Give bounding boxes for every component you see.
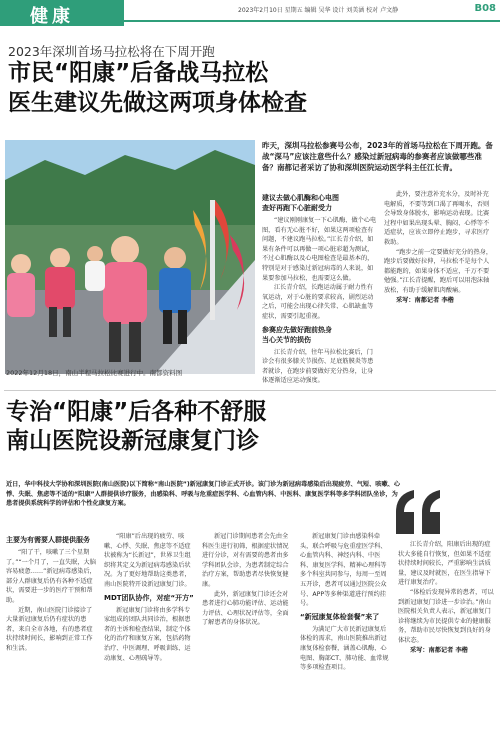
runner-5 bbox=[85, 246, 105, 291]
article1-headline bbox=[8, 58, 488, 118]
article2-headline-line1: 专治“阳康”后各种不舒服 bbox=[6, 399, 267, 425]
article1-headline-line1: 市民“阳康”后备战马拉松 bbox=[8, 60, 269, 86]
article1-author: 采写：南都记者 李楷 bbox=[396, 296, 454, 304]
article1-kicker: 2023年深圳首场马拉松将在下周开跑 bbox=[8, 44, 215, 59]
article1-lead: 昨天，深圳马拉松参赛号公布，2023年的首场马拉松在下周开跑。备战“深马”应该注意些什么？感染过新冠病毒的参赛者应该做哪些准备？南都记者采访了协和深圳医院运动医学科主任江长青。 bbox=[262, 141, 493, 172]
article1-paragraph: 此外，要注意补充水分，及时补充电解质，不要等到口渴了再喝水，否则会导致身体脱水，影响运动表现。比赛过程中如果出现头晕、胸闷、心悸等不适症状，应该立即停止跑步，寻求医疗救助。 bbox=[384, 191, 490, 246]
article2-paragraph: 近期，南山医院门诊接诊了大量新冠康复后仍有症状的患者，来自全市各地，有的患者症状持续时间长，影响到正常工作和生活。 bbox=[6, 606, 93, 652]
article2-headline bbox=[6, 398, 406, 456]
article2-author: 采写：南都记者 李楷 bbox=[410, 646, 468, 654]
section-tab bbox=[0, 0, 124, 26]
article1-paragraph: 江长青介绍，长跑运动属于耐力性有氧运动，对于心脏的要求较高，剧烈运动之后，可能会出现心律失常、心肌缺血等症状，需要引起重视。 bbox=[262, 284, 374, 320]
article2-headline-line2: 南山医院设新冠康复门诊 bbox=[6, 428, 259, 454]
article2-paragraph: 为满足广大市民新冠康复后体检的需求，南山医院推出新冠康复体检套餐，涵盖心肌酶、心电图、胸部CT、肺功能、血常规等多项检查项目。 bbox=[300, 625, 389, 672]
article2-paragraph: 新冠门诊期间患者会先由全科医生进行初筛，根据症状情况进行分诊，对有需要的患者由多学科团队会诊，为患者制定综合治疗方案，帮助患者尽快恢复健康。 bbox=[202, 533, 289, 588]
article2-paragraph: “阳康”后出现的疲劳、咳嗽、心悸、失眠、焦虑等不适症状被称为“长新冠”，世界卫生组织将其定义为新冠病毒感染后状况。为了更好地帮助这类患者，南山医院特开设新冠康复门诊。 bbox=[104, 533, 191, 588]
section-title: 健康 bbox=[30, 6, 74, 27]
article2-paragraph: “体检后发现异常的患者，可以到新冠康复门诊进一步诊治。”南山医院相关负责人表示，新冠康复门诊将继续为市民提供专业的健康服务，帮助市民尽快恢复到良好的身体状态。 bbox=[398, 588, 494, 644]
article2-paragraph: 江长青介绍，阳康后出现的症状大多能自行恢复，但如果不适症状持续时间较长，严重影响生活质量，建议及时就医，在医生指导下进行康复治疗。 bbox=[398, 541, 491, 587]
runner-4 bbox=[7, 254, 35, 317]
section-divider bbox=[4, 390, 496, 391]
article2-paragraph: 此外，新冠康复门诊还会对患者进行心肺功能评估、运动能力评估、心理状况评估等，全面了解患者的身体状况。 bbox=[202, 590, 289, 627]
article1-subhead-1: 建议去做心肌酶和心电图 查好再跑下心脏耐受力 bbox=[262, 194, 339, 212]
article2-column-3 bbox=[202, 532, 294, 746]
article2-column-1 bbox=[6, 532, 98, 746]
article1-subhead-2: 参赛应先做好跑前热身 当心关节的损伤 bbox=[262, 325, 332, 344]
article2-paragraph: 新冠康复门诊由感染科牵头，联合呼吸与危重症医学科、心血管内科、神经内科、中医科、康复医学科、精神心理科等多个科室共同参与，每周一至周五开诊，患者可以通过医院公众号、APP等多种渠道进行预约挂号。 bbox=[300, 533, 387, 608]
article1-column-1 bbox=[262, 190, 378, 390]
article2-lead: 近日，华中科技大学协和深圳医院(南山医院)以下简称“南山医院”)新冠康复门诊正式开诊。该门诊为新冠病毒感染后出现疲劳、气短、咳嗽、心悸、失眠、焦虑等不适的“阳康”人群提供诊疗服务，由感染科、呼吸与危重症医学科、心血管内科、中医科、康复医学科等多学科团队坐诊，为患者提供系统科学的评估和个性化康复方案。 bbox=[6, 481, 401, 507]
article2-subhead-2: MDT团队协作，对症“开方” bbox=[104, 593, 194, 602]
article2-paragraph: “阳了干，咳嗽了三个星期了。”“一个月了，一直失眠，大脑容易疲惫……”新冠病毒感染后，部分人群康复后仍有各种不适症状，需要进一步的医疗干预和帮助。 bbox=[6, 549, 96, 604]
article2-column-4 bbox=[300, 532, 392, 746]
page-header bbox=[0, 0, 500, 26]
marathon-photo bbox=[5, 140, 255, 374]
issue-meta: 2023年2月10日 星期五 编辑 吴华 设计 刘美涵 校对 卢文静 bbox=[238, 7, 399, 14]
photo-caption: 2022年12月18日，南山半程马拉松比赛进行中。南都资料图 bbox=[6, 369, 183, 377]
article1-paragraph: “跑步之前一定要做好充分的热身，跑步后要做好拉伸，马拉松不是每个人都能跑的，如果身体不适应，千万不要勉强。”江长青提醒，跑后可以用泡沫轴放松，有助于缓解肌肉酸痛。 bbox=[384, 248, 493, 294]
article2-paragraph: 新冠康复门诊将由多学科专家组成的团队共同诊治，根据患者的主诉和检查结果，制定个体化的治疗和康复方案，包括药物治疗、中医调理、呼吸训练、运动康复、心理疏导等。 bbox=[104, 606, 191, 662]
page-number: B08 bbox=[474, 3, 496, 14]
article2-column-5 bbox=[398, 540, 494, 746]
article1-column-2 bbox=[384, 190, 494, 390]
article2-subhead-1: 主要为有需要人群提供服务 bbox=[6, 536, 90, 544]
article1-paragraph: 江长青介绍，往年马拉松比赛后，门诊会有很多膝关节损伤、足底筋膜炎等患者就诊，在跑步前要做好充分热身，让身体逐渐适应运动强度。 bbox=[262, 348, 374, 385]
article2-column-2 bbox=[104, 532, 196, 746]
article2-subhead-3: “新冠康复体检套餐”来了 bbox=[300, 612, 380, 621]
header-rule bbox=[124, 20, 500, 22]
article1-headline-line2: 医生建议先做这两项身体检查 bbox=[8, 90, 307, 116]
article1-paragraph: “建议刚刚康复一下心肌酶、做个心电图，看有无心脏不好，如果这两项检查有问题，不建议跑马拉松。”江长青介绍，如果有条件可以再做一项心脏彩超为测试，不过心肌酶以及心电图检查是最基本的，特别是对于感染过新冠病毒的人来说，如果要参加马拉松，也需要这么做。 bbox=[262, 217, 377, 282]
